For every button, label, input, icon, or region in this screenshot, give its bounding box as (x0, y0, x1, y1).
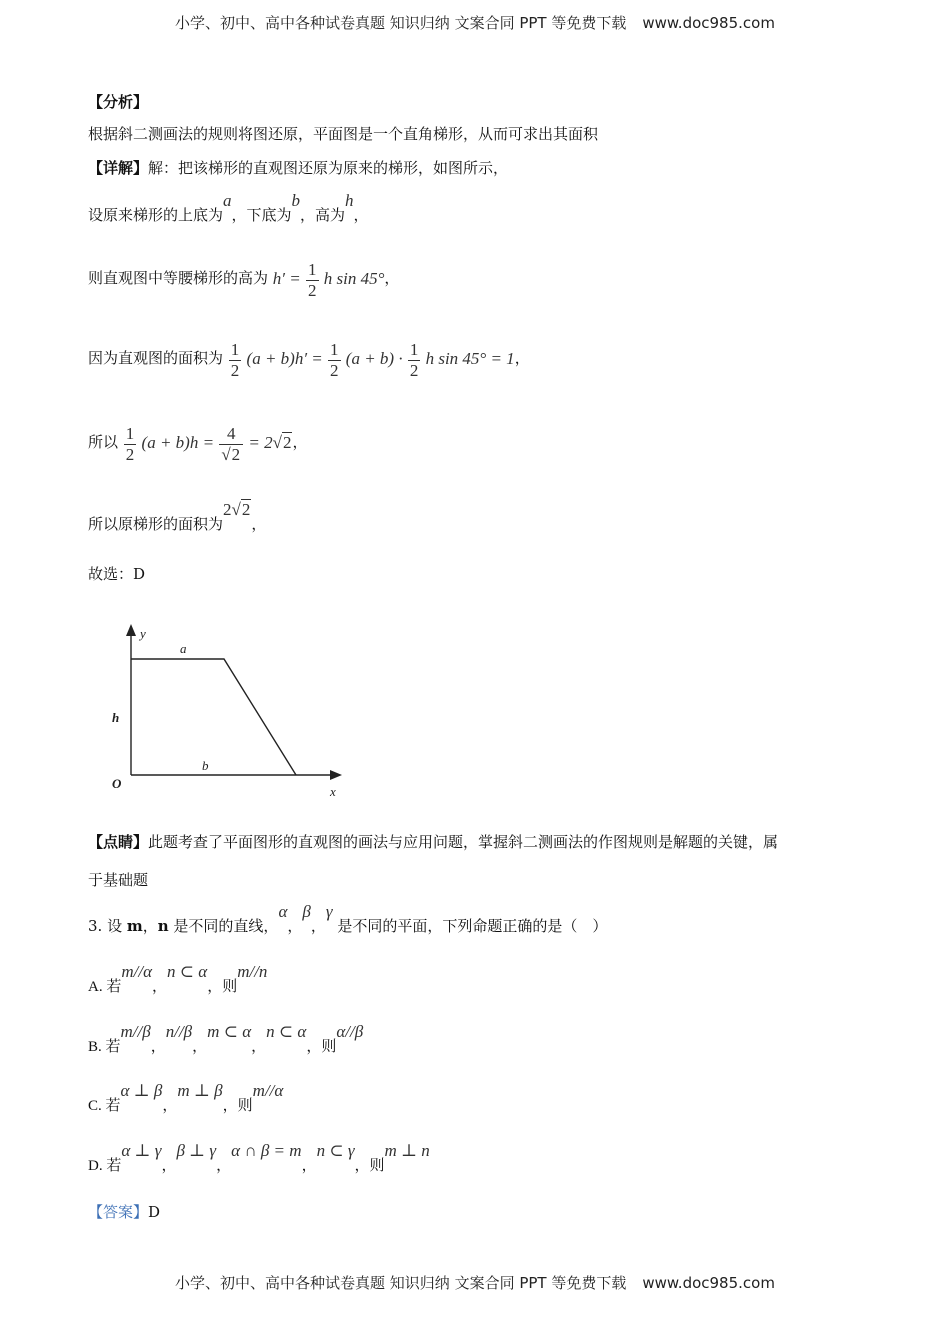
fraction-half (229, 340, 242, 381)
option-c-sep-2: ，则 (222, 1096, 253, 1114)
option-d-result: m ⊥ n (384, 1141, 430, 1160)
fraction-four-over-root2 (219, 424, 243, 465)
comment-line-1 (88, 832, 778, 852)
option-b-label: B. 若 (88, 1039, 121, 1055)
option-a-cond-1: m//α (121, 962, 152, 981)
option-b-cond-1: m//β (120, 1022, 151, 1041)
option-b-sep-4: ，则 (306, 1037, 337, 1055)
option-a-sep-2: ，则 (207, 977, 238, 995)
page-footer (0, 1272, 950, 1293)
detail-line-4 (88, 420, 308, 465)
formula-height-rhs: h sin 45° (323, 269, 385, 288)
detail-intro-text: 解：把该梯形的直观图还原为原来的梯形，如图所示， (148, 159, 509, 177)
formula-height-lhs: h′ = (272, 269, 301, 288)
option-b-result: α//β (336, 1022, 364, 1041)
trapezoid-figure (100, 620, 360, 805)
option-a-result: m//n (237, 962, 268, 981)
option-b-cond-3: m ⊂ α (207, 1022, 252, 1041)
question-var-m: m (126, 917, 143, 935)
question-text-2: ， (142, 917, 158, 935)
frac-num: 1 (125, 423, 135, 443)
detail-l4-text-2: ， (292, 433, 308, 451)
formula-original-lhs: (a + b)h = (141, 433, 215, 452)
frac-num: 1 (308, 259, 317, 279)
comment-line-2: 于基础题 (88, 871, 149, 889)
label-a: a (180, 641, 187, 656)
sqrt-radicand: 2 (241, 500, 251, 519)
page-header (0, 12, 950, 33)
sqrt-radicand: 2 (282, 433, 292, 452)
detail-intro (88, 158, 508, 178)
formula-area-part-3: h sin 45° = 1 (425, 349, 515, 368)
trapezoid-outline (131, 659, 296, 775)
comment-text-1: 此题考查了平面图形的直观图的画法与应用问题，掌握斜二测画法的作图规则是解题的关键，属 (148, 833, 779, 851)
header-text: 小学、初中、高中各种试卷真题 知识归纳 文案合同 PPT 等免费下载 (175, 14, 627, 32)
detail-l1-text-3: ，高为 (300, 206, 346, 224)
footer-text: 小学、初中、高中各种试卷真题 知识归纳 文案合同 PPT 等免费下载 (175, 1274, 627, 1292)
option-b-sep-1: ， (150, 1037, 166, 1055)
option-d-cond-4: n ⊂ γ (316, 1141, 355, 1160)
formula-height (273, 257, 385, 301)
answer-value: D (148, 1203, 161, 1221)
frac-den: 2 (125, 444, 135, 464)
option-d (88, 1141, 430, 1176)
option-b-cond-2: n//β (165, 1022, 193, 1041)
analysis-text: 根据斜二测画法的规则将图还原，平面图是一个直角梯形，从而可求出其面积 (88, 125, 599, 143)
option-d-cond-2: β ⊥ γ (176, 1141, 217, 1160)
option-b (88, 1022, 364, 1057)
sqrt-radicand: 2 (231, 444, 241, 464)
y-axis-arrow (126, 624, 136, 636)
frac-num: 1 (230, 339, 240, 359)
label-h: h (112, 710, 120, 725)
detail-l4-text-1: 所以 (88, 433, 119, 451)
frac-den: 2 (330, 360, 339, 380)
option-a-sep-1: ， (152, 977, 168, 995)
option-c-sep-1: ， (162, 1096, 178, 1114)
frac-num: 4 (219, 424, 243, 445)
option-b-sep-3: ， (251, 1037, 267, 1055)
formula-original-eq: = 2 (248, 433, 273, 452)
question-text-1: 3. 设 (88, 917, 127, 935)
fraction-half (306, 260, 319, 301)
frac-den: 2 (230, 360, 240, 380)
detail-l1-text-4: ， (353, 206, 369, 224)
option-c-label: C. 若 (88, 1098, 121, 1114)
result-coef: 2 (223, 500, 232, 519)
detail-l1-text-2: ，下底为 (231, 206, 292, 224)
detail-l5-text-2: ， (251, 515, 267, 533)
detail-choice: 故选：D (88, 565, 146, 583)
sqrt-two: √2 (272, 433, 292, 452)
detail-line-3 (88, 336, 530, 381)
math-var-b: b (291, 191, 301, 210)
math-var-a: a (223, 191, 232, 210)
fraction-half (124, 424, 137, 465)
detail-line-1 (88, 191, 369, 225)
question-beta: β (302, 902, 311, 921)
question-var-n: n (157, 917, 169, 935)
label-origin: O (112, 776, 122, 791)
detail-line-2 (88, 256, 399, 301)
header-site-link[interactable]: www.doc985.com (642, 14, 775, 32)
detail-label: 【详解】 (88, 159, 149, 177)
option-d-sep-3: ， (301, 1156, 317, 1174)
detail-line-5 (88, 500, 267, 534)
frac-den-sqrt: √2 (221, 444, 241, 464)
label-y: y (140, 626, 146, 641)
detail-l5-text-1: 所以原梯形的面积为 (88, 515, 224, 533)
option-a (88, 962, 268, 997)
question-text-4: 是不同的平面，下列命题正确的是（ ） (332, 917, 608, 935)
formula-area-part-1: (a + b)h′ = (246, 349, 323, 368)
fraction-half (328, 340, 341, 381)
question-text-3: 是不同的直线， (168, 917, 279, 935)
detail-l3-text-1: 因为直观图的面积为 (88, 349, 224, 367)
formula-area-part-2: (a + b) · (345, 349, 403, 368)
detail-l2-text-1: 则直观图中等腰梯形的高为 (88, 269, 269, 287)
option-b-cond-4: n ⊂ α (266, 1022, 307, 1041)
option-d-cond-1: α ⊥ γ (121, 1141, 162, 1160)
frac-num: 1 (330, 339, 339, 359)
frac-den: 2 (308, 280, 317, 300)
option-c-cond-2: m ⊥ β (177, 1081, 223, 1100)
comment-label: 【点睛】 (88, 833, 149, 851)
detail-l3-text-2: ， (514, 349, 530, 367)
answer-label: 【答案】 (88, 1203, 149, 1221)
question-sep-1: ， (287, 917, 303, 935)
x-axis-arrow (330, 770, 342, 780)
question-gamma: γ (325, 902, 333, 921)
formula-area (228, 337, 515, 381)
option-c-result: m//α (252, 1081, 284, 1100)
label-b: b (202, 758, 209, 773)
frac-num: 1 (409, 339, 419, 359)
question-alpha: α (278, 902, 288, 921)
frac-den: 2 (409, 360, 419, 380)
option-d-label: D. 若 (88, 1158, 122, 1174)
option-c (88, 1081, 284, 1116)
option-a-cond-2: n ⊂ α (167, 962, 208, 981)
option-d-sep-4: ，则 (354, 1156, 385, 1174)
fraction-half (408, 340, 421, 381)
option-b-sep-2: ， (192, 1037, 208, 1055)
answer (88, 1202, 160, 1222)
detail-l1-text-1: 设原来梯形的上底为 (88, 206, 224, 224)
footer-site-link[interactable]: www.doc985.com (642, 1274, 775, 1292)
analysis-label (88, 92, 148, 112)
detail-l2-text-2: ， (384, 269, 400, 287)
option-d-sep-2: ， (216, 1156, 232, 1174)
label-x: x (330, 784, 336, 799)
option-c-cond-1: α ⊥ β (120, 1081, 163, 1100)
question-sep-2: ， (310, 917, 326, 935)
option-d-cond-3: α ∩ β = m (231, 1141, 302, 1160)
question-3 (88, 902, 608, 936)
formula-original-area (123, 421, 293, 465)
option-a-label: A. 若 (88, 979, 122, 995)
formula-result: 2√2 (223, 500, 251, 519)
math-var-h: h (345, 191, 354, 210)
option-d-sep-1: ， (161, 1156, 177, 1174)
analysis-label-text: 【分析】 (88, 93, 149, 111)
